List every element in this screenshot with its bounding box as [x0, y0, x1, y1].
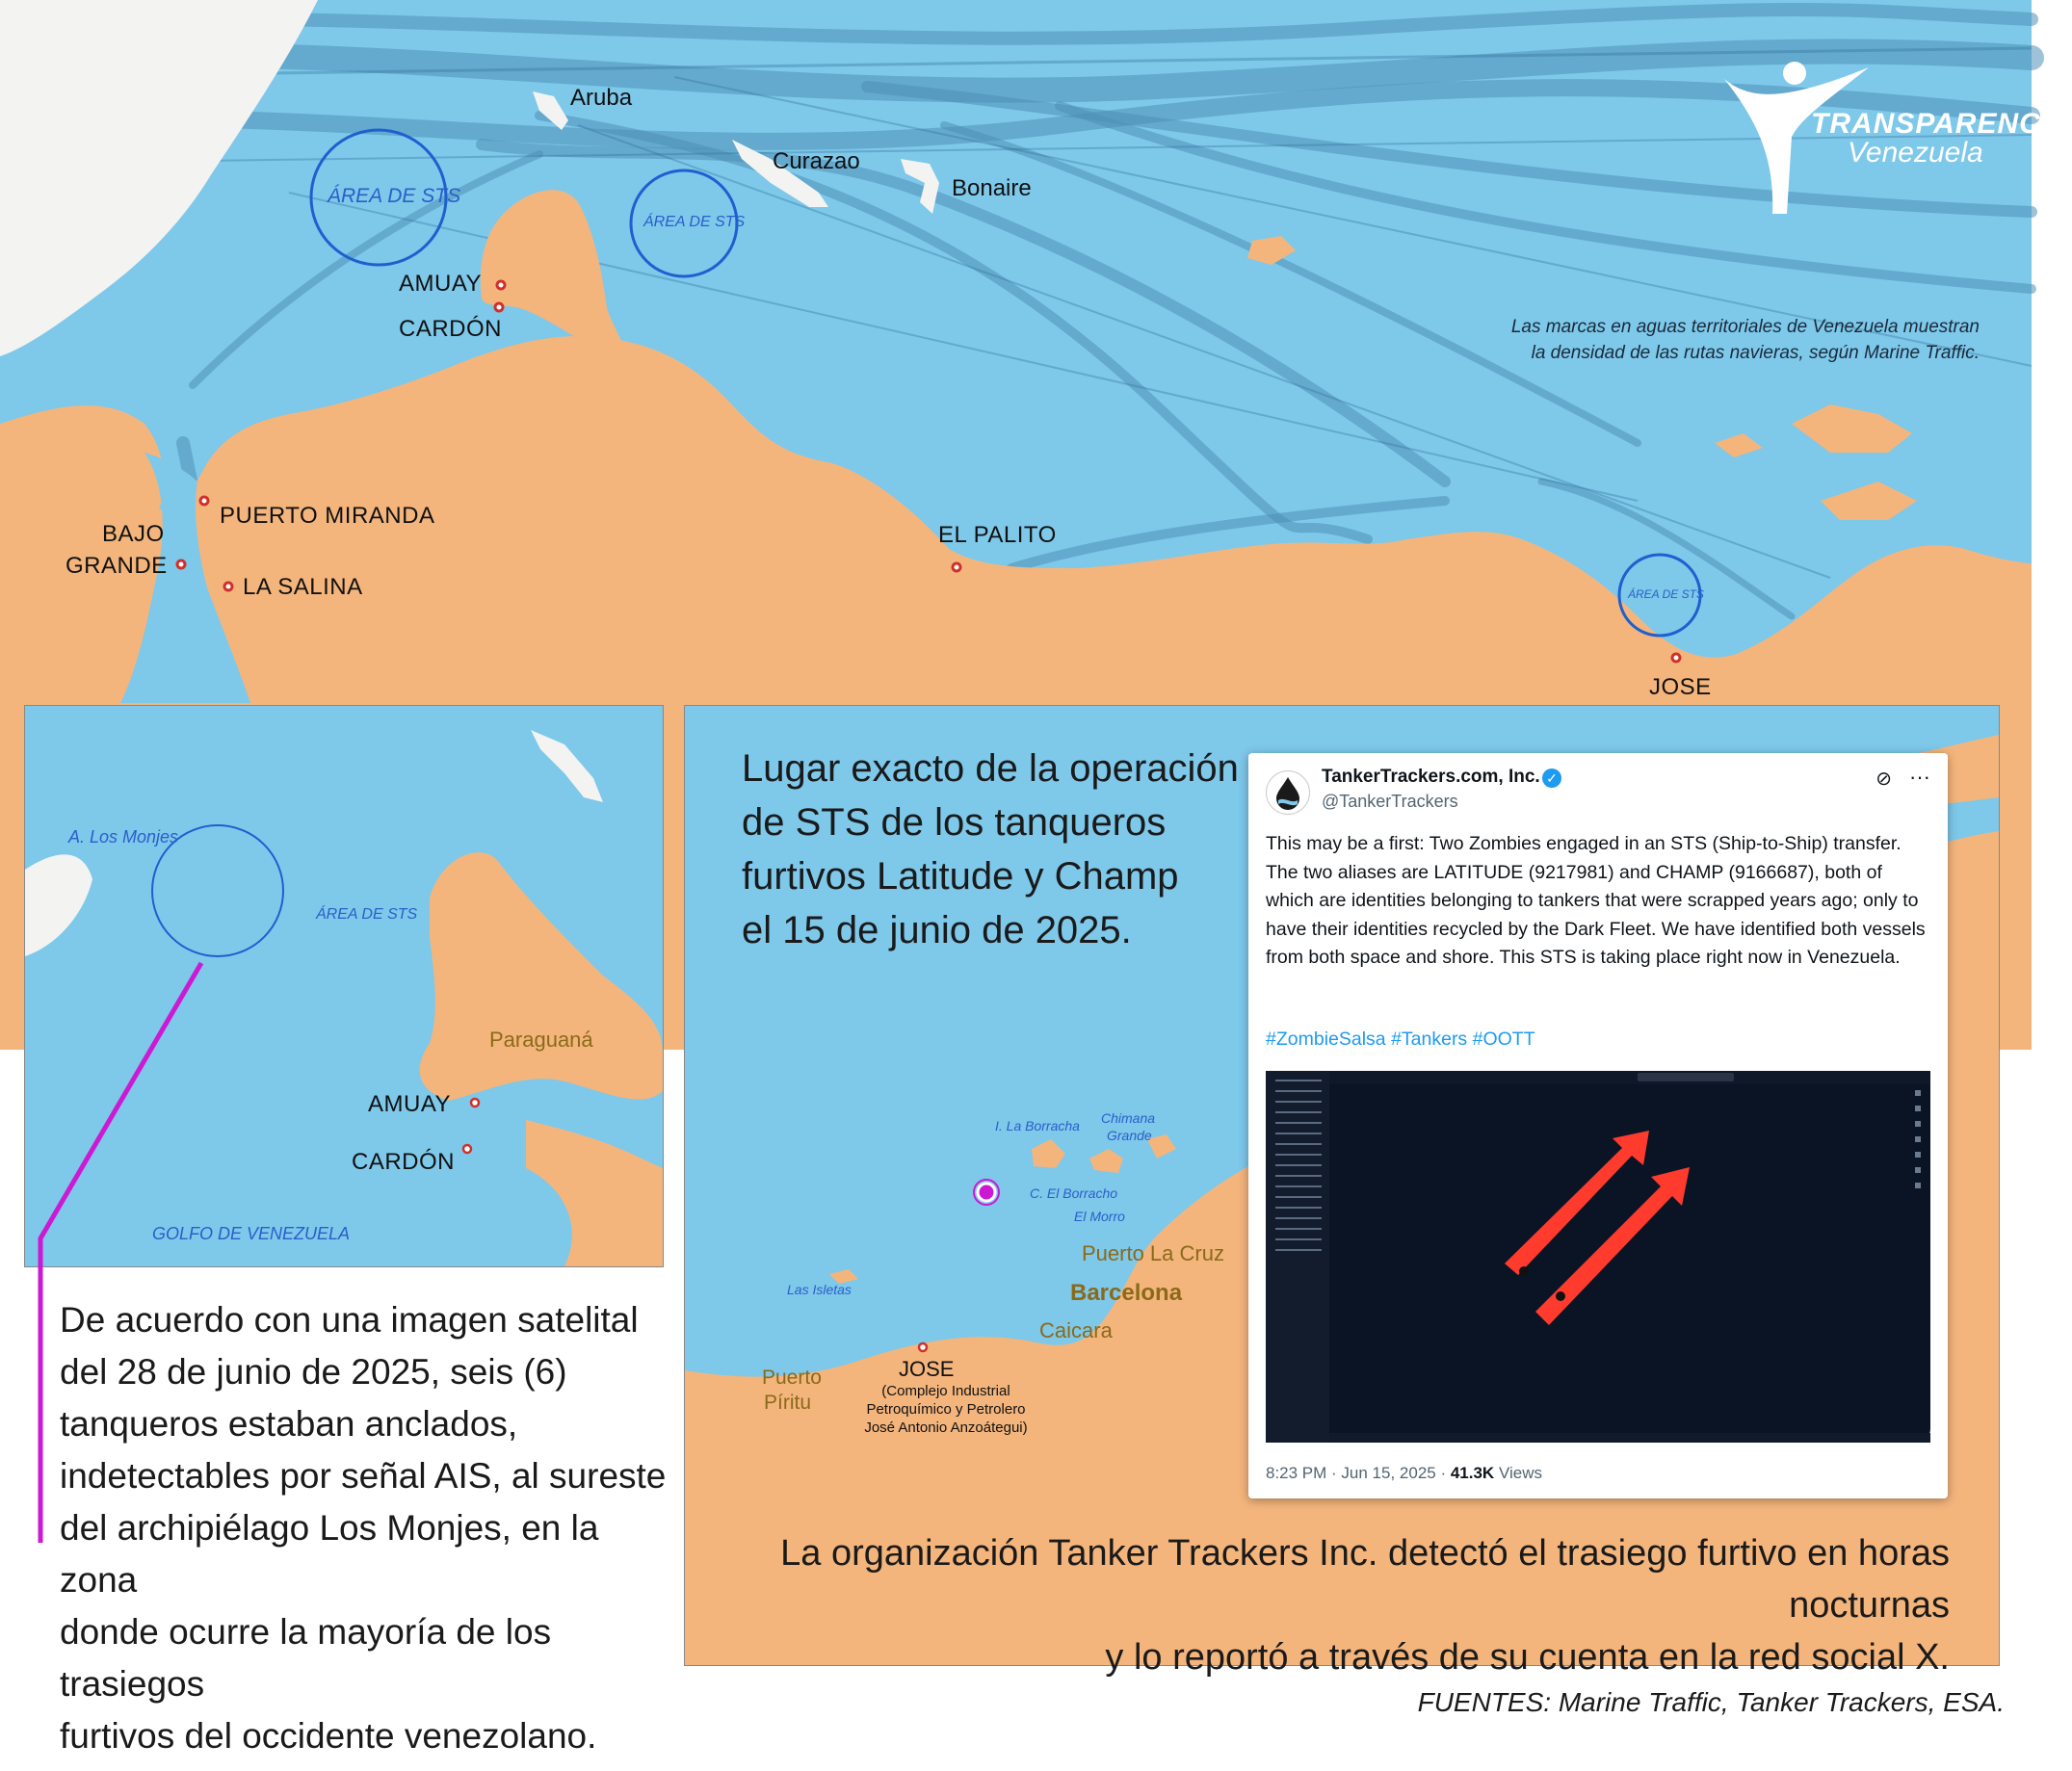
- logo-line-2: Venezuela: [1848, 137, 1983, 169]
- label-los-monjes: A. Los Monjes: [68, 827, 179, 846]
- note-line-2: la densidad de las rutas navieras, según Marine Traffic.: [1531, 343, 1980, 363]
- label-el-borracho: C. El Borracho: [1030, 1185, 1118, 1201]
- label-bajo: BAJO: [102, 521, 165, 547]
- tankertrackers-caption: [742, 1527, 1950, 1683]
- caption-line: tanqueros estaban anclados,: [60, 1404, 518, 1444]
- label-el-morro: El Morro: [1074, 1209, 1125, 1224]
- caption-line: De acuerdo con una imagen satelital: [60, 1300, 639, 1340]
- label-barcelona: Barcelona: [1070, 1280, 1183, 1306]
- label-jose-inset: JOSE: [899, 1357, 955, 1381]
- inset-label-amuay: AMUAY: [368, 1091, 452, 1117]
- label-puerto-piritu-1: Puerto: [762, 1367, 822, 1389]
- label-cardon: CARDÓN: [399, 316, 503, 342]
- label-puerto-miranda: PUERTO MIRANDA: [220, 503, 435, 529]
- jose-sub-line: José Antonio Anzoátegui): [864, 1419, 1028, 1436]
- label-la-borracha: I. La Borracha: [995, 1118, 1080, 1133]
- inset-label-cardon: CARDÓN: [352, 1149, 456, 1175]
- tweet-author-name[interactable]: TankerTrackers.com, Inc.: [1322, 767, 1540, 787]
- label-curazao: Curazao: [773, 148, 860, 174]
- sts-area-label-curazao: ÁREA DE STS: [643, 214, 746, 230]
- label-aruba: Aruba: [570, 85, 633, 111]
- verified-badge-icon: ✓: [1542, 768, 1561, 788]
- label-chimana-2: Grande: [1107, 1128, 1152, 1143]
- caption-line: donde ocurre la mayoría de los trasiegos: [60, 1612, 552, 1704]
- caption-line: del 28 de junio de 2025, seis (6): [60, 1352, 567, 1392]
- jose-sub-line: (Complejo Industrial: [881, 1383, 1010, 1399]
- operation-caption-line: de STS de los tanqueros: [742, 801, 1167, 844]
- label-las-isletas: Las Isletas: [787, 1282, 852, 1297]
- tweet-text: This may be a first: Two Zombies engaged in an STS (Ship-to-Ship) transfer. The two aliases are LATITUDE (9217981) and CHAMP (9166687), both of which are identities belonging to tankers that were scrapped years ago; only to have their identities recycled by the Dark Fleet. We have identified both vessels from both space and shore. This STS is taking place right now in Venezuela.: [1266, 833, 1926, 968]
- tweet-timestamp[interactable]: 8:23 PM · Jun 15, 2025 ·: [1266, 1464, 1451, 1482]
- avatar[interactable]: [1266, 770, 1310, 815]
- tweet-card[interactable]: [1248, 753, 1948, 1498]
- caption-line: del archipiélago Los Monjes, en la zona: [60, 1508, 599, 1600]
- label-golfo-de-venezuela: GOLFO DE VENEZUELA: [152, 1224, 351, 1243]
- jose-complex-caption: [854, 1382, 1037, 1437]
- grok-icon[interactable]: ⊘: [1875, 768, 1892, 790]
- operation-caption-line: el 15 de junio de 2025.: [742, 909, 1132, 951]
- label-paraguana: Paraguaná: [489, 1028, 593, 1052]
- oil-drop-icon: [1267, 771, 1309, 814]
- label-puerto-piritu-2: Píritu: [764, 1392, 812, 1414]
- tt-caption-line: La organización Tanker Trackers Inc. detectó el trasiego furtivo en horas nocturnas: [780, 1533, 1950, 1626]
- search-bar: [1638, 1073, 1734, 1081]
- vessel-latitude-marker: [1505, 1131, 1649, 1275]
- vessel-markers: [1497, 1129, 1728, 1341]
- label-amuay: AMUAY: [399, 271, 483, 297]
- marinetraffic-sidebar: [1266, 1071, 1329, 1443]
- marinetraffic-footer: [1329, 1433, 1930, 1443]
- tweet-views-label: Views: [1494, 1464, 1542, 1482]
- tweet-hashtags[interactable]: #ZombieSalsa #Tankers #OOTT: [1266, 1029, 1535, 1050]
- tt-caption-line: y lo reportó a través de su cuenta en la red social X.: [1105, 1637, 1950, 1678]
- note-line-1: Las marcas en aguas territoriales de Venezuela muestran: [1510, 317, 1980, 337]
- caption-line: furtivos del occidente venezolano.: [60, 1716, 597, 1756]
- tweet-views-count: 41.3K: [1450, 1464, 1495, 1482]
- operation-caption-line: Lugar exacto de la operación: [742, 747, 1239, 790]
- inset-sts-area-label: ÁREA DE STS: [316, 906, 418, 923]
- sidebar-menu-lines: [1266, 1080, 1329, 1251]
- label-el-palito: EL PALITO: [938, 522, 1057, 548]
- operation-caption-line: furtivos Latitude y Champ: [742, 855, 1179, 898]
- more-options-icon[interactable]: ···: [1909, 765, 1930, 789]
- label-grande: GRANDE: [66, 553, 168, 579]
- satellite-caption: [60, 1294, 676, 1762]
- tweet-author-handle[interactable]: @TankerTrackers: [1322, 792, 1458, 811]
- vessel-champ-marker: [1535, 1167, 1690, 1325]
- tweet-meta: [1266, 1464, 1542, 1483]
- label-caicara: Caicara: [1039, 1318, 1113, 1342]
- sts-area-label-jose: ÁREA DE STS: [1628, 587, 1704, 601]
- sources-credit: FUENTES: Marine Traffic, Tanker Trackers, ESA.: [1417, 1687, 2005, 1717]
- label-chimana-1: Chimana: [1101, 1110, 1156, 1126]
- jose-sub-line: Petroquímico y Petrolero: [866, 1401, 1026, 1418]
- caption-line: indetectables por señal AIS, al sureste: [60, 1456, 667, 1496]
- tweet-attached-image[interactable]: [1266, 1071, 1930, 1443]
- operation-caption: [742, 742, 1243, 957]
- label-bonaire: Bonaire: [952, 175, 1032, 201]
- sts-area-label-west: ÁREA DE STS: [328, 185, 461, 207]
- logo-line-1: TRANSPARENCIA: [1811, 108, 2072, 140]
- label-jose: JOSE: [1649, 674, 1712, 700]
- label-la-salina: LA SALINA: [243, 574, 363, 600]
- label-puerto-la-cruz: Puerto La Cruz: [1082, 1241, 1224, 1265]
- marinetraffic-topbar: [1329, 1071, 1930, 1084]
- map-tools: [1915, 1090, 1925, 1215]
